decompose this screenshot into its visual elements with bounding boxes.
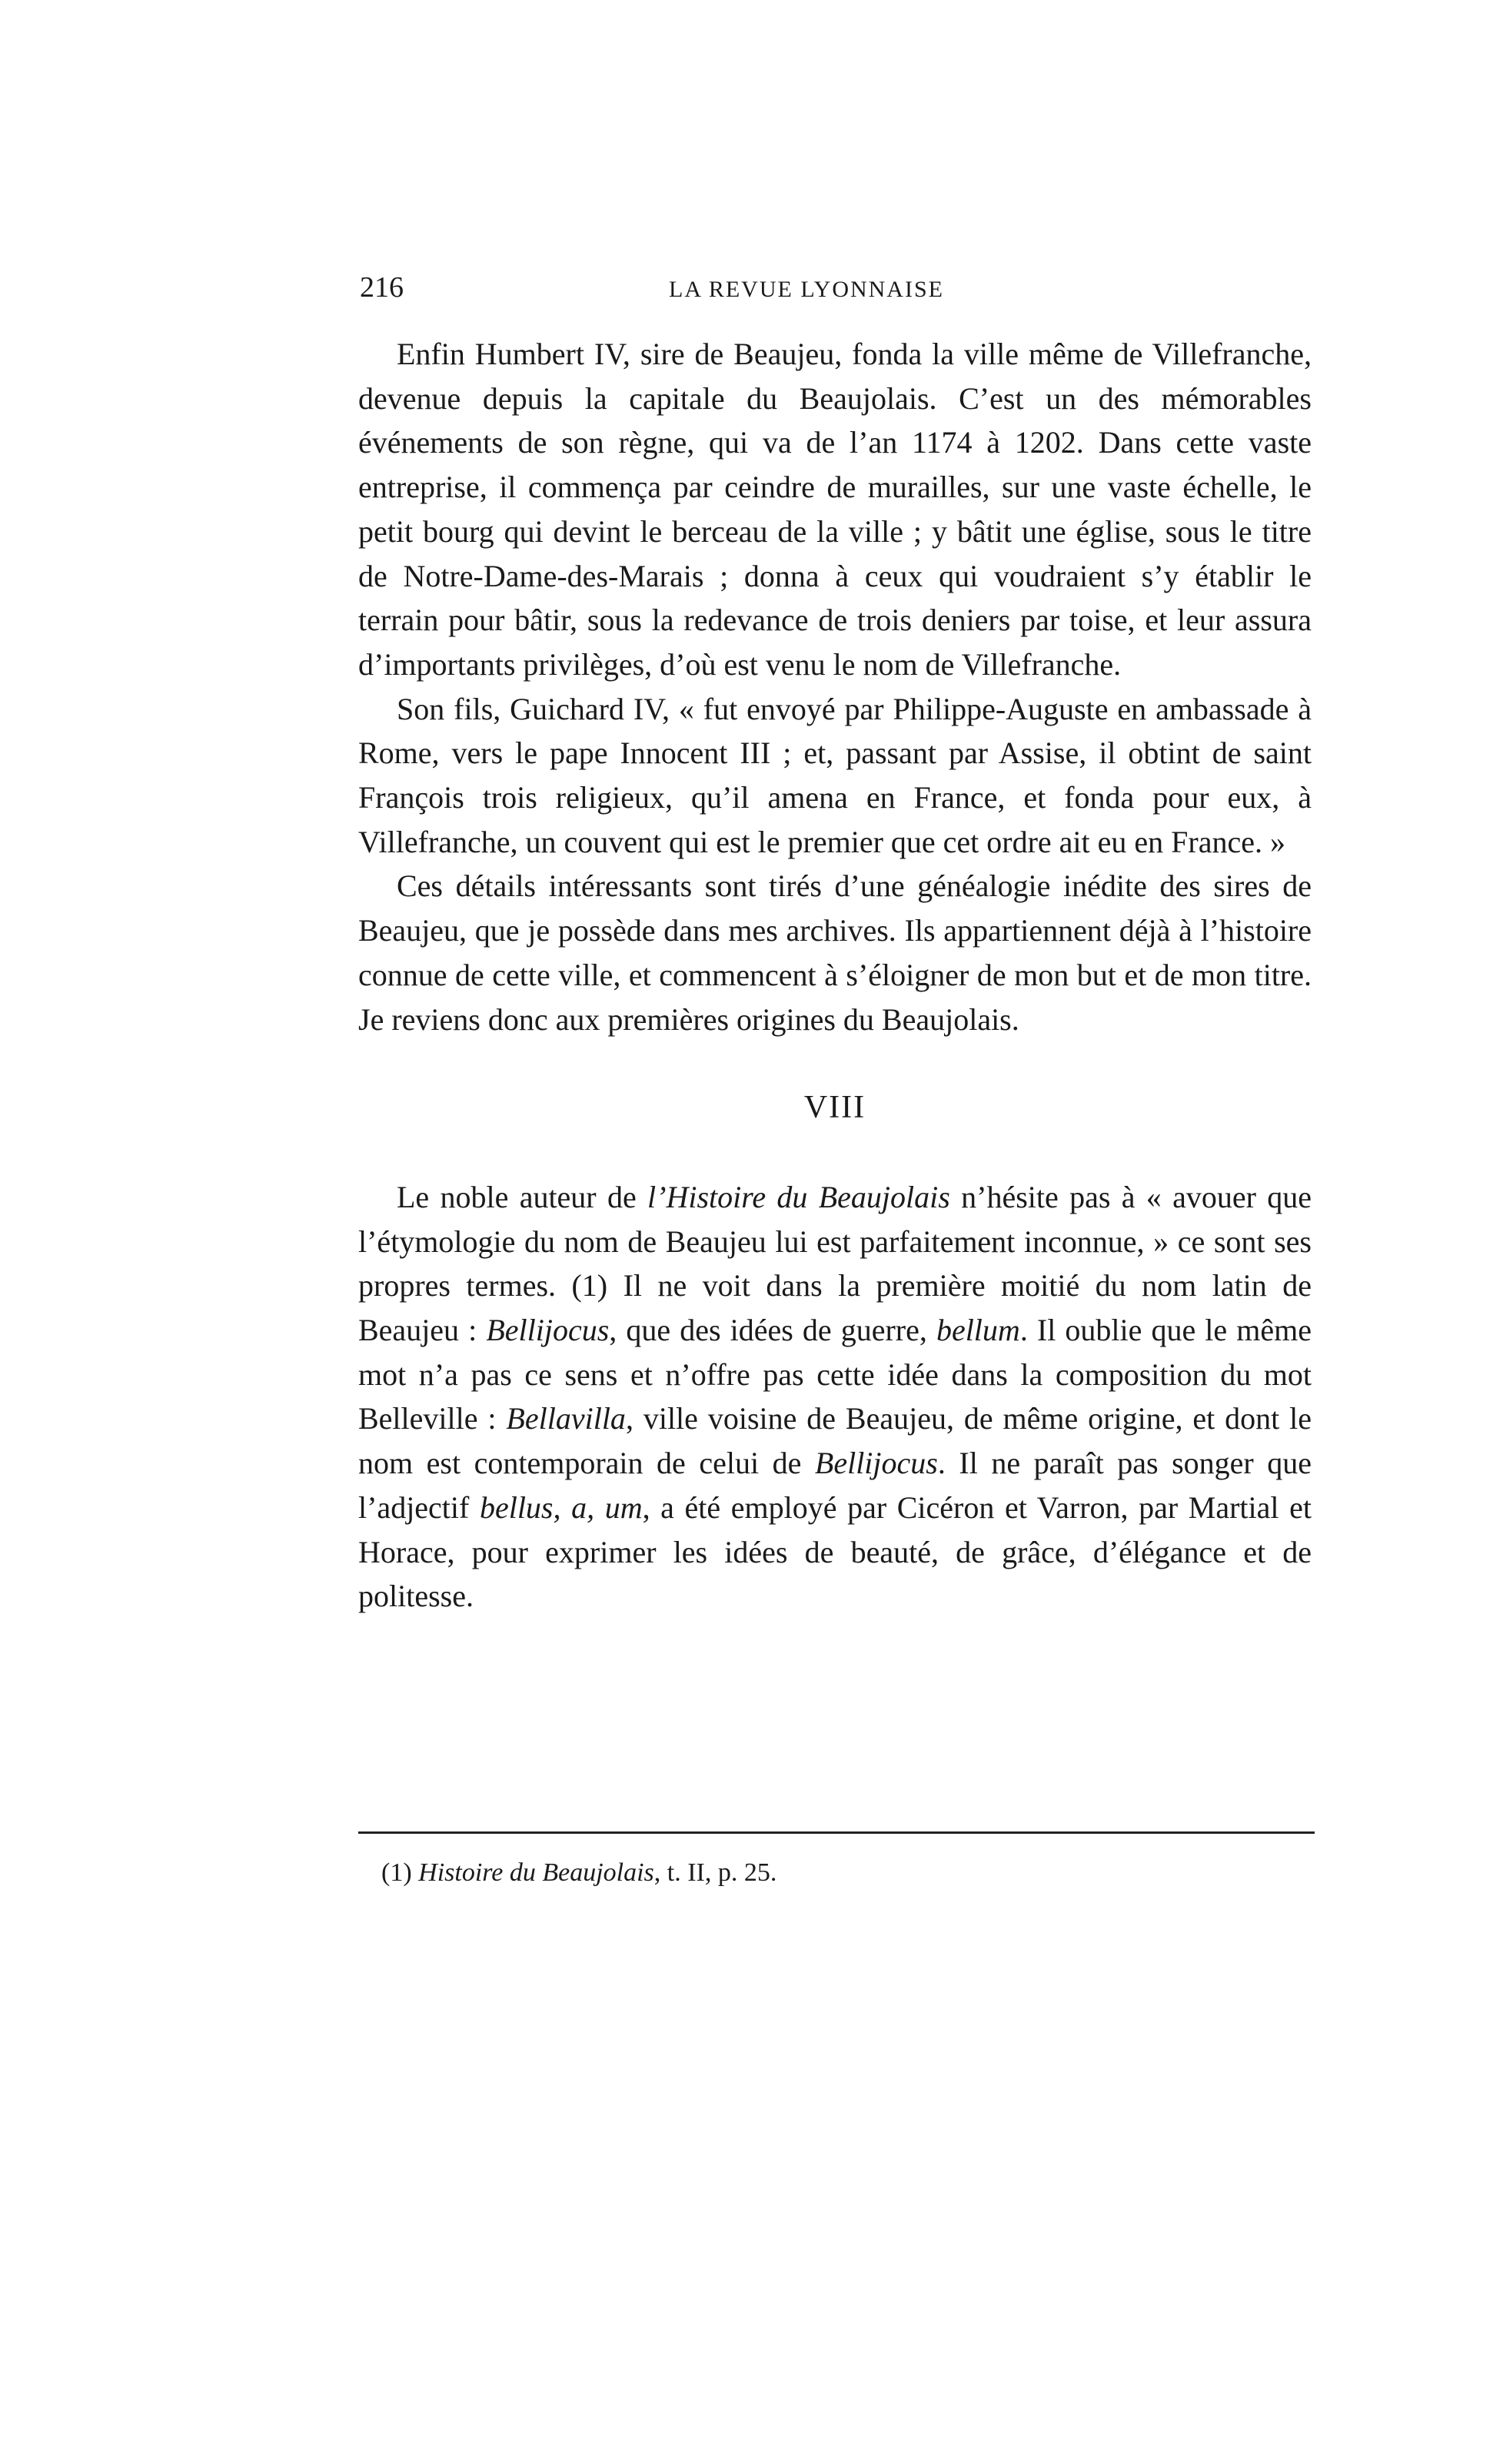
page-number: 216 xyxy=(360,271,404,304)
text-run: , ville voisine de Beaujeu, de même origine, et dont le nom est contemporain de celui de xyxy=(358,1401,1312,1481)
italic-run: Bellavilla xyxy=(506,1401,626,1436)
text-run: . Il oublie que le même mot n’a pas ce sens et n’offre pas cette idée dans la composition du mot Belleville : xyxy=(358,1313,1312,1436)
italic-run: Bellijocus xyxy=(486,1313,610,1348)
paragraph-etymology xyxy=(358,1175,1312,1619)
text-run: , a été employé par Cicéron et Varron, par Martial et Horace, pour exprimer les idées de beauté, de grâce, d’élégance et de politesse. xyxy=(358,1489,1312,1614)
italic-run: Bellijocus xyxy=(814,1446,938,1481)
italic-run: bellus, a, um xyxy=(479,1489,643,1525)
paragraph-humbert: Enfin Humbert IV, sire de Beaujeu, fonda la ville même de Villefranche, devenue depuis la capitale du Beaujolais. C’est un des mémorables événements de son règne, qui va de l’an 1174 à 1202. Dans cette vaste entreprise, il commença par ceindre de murailles, sur une vaste échelle, le petit bourg qui devint le berceau de la ville ; y bâtit une église, sous le titre de Notre-Dame-des-Marais ; donna à ceux qui voudraient s’y établir le terrain pour bâtir, sous la redevance de trois deniers par toise, et leur assura d’importants privilèges, d’où est venu le nom de Villefranche. xyxy=(358,337,1312,682)
italic-run: l’Histoire du Beaujolais xyxy=(647,1179,950,1214)
footnote-reference: , t. II, p. 25. xyxy=(653,1858,777,1887)
italic-run: bellum xyxy=(936,1313,1020,1348)
footnote-rule xyxy=(358,1831,1315,1834)
footnote-title: Histoire du Beaujolais xyxy=(418,1858,654,1887)
footnote xyxy=(381,1858,776,1888)
paragraph-guichard: Son fils, Guichard IV, « fut envoyé par Philippe-Auguste en ambassade à Rome, vers le pape Innocent III ; et, passant par Assise, il obtint de saint François trois religieux, qu’il amena en France, et fonda pour eux, à Villefranche, un couvent qui est le premier que cet ordre ait eu en France. » xyxy=(358,691,1312,859)
text-run: Le noble auteur de xyxy=(397,1179,648,1214)
text-run: , que des idées de guerre, xyxy=(609,1313,936,1348)
text-run: n’hésite pas à « avouer que l’étymologie du nom de Beaujeu lui est parfaitement inconnue, » ce sont ses propres termes. (1) Il ne voit dans la première moitié du nom latin de Beaujeu : xyxy=(358,1179,1312,1348)
section-heading: VIII xyxy=(803,1090,866,1126)
main-text xyxy=(358,332,1312,1619)
paragraph-details: Ces détails intéressants sont tirés d’une généalogie inédite des sires de Beaujeu, que je possède dans mes archives. Ils appartiennent déjà à l’histoire connue de cette ville, et commencent à s’éloigner de mon but et de mon titre. Je reviens donc aux premières origines du Beaujolais. xyxy=(358,868,1312,1037)
running-title: LA REVUE LYONNAISE xyxy=(669,277,944,302)
text-run: . Il ne paraît pas songer que l’adjectif xyxy=(358,1446,1312,1525)
footnote-marker: (1) xyxy=(381,1858,412,1887)
